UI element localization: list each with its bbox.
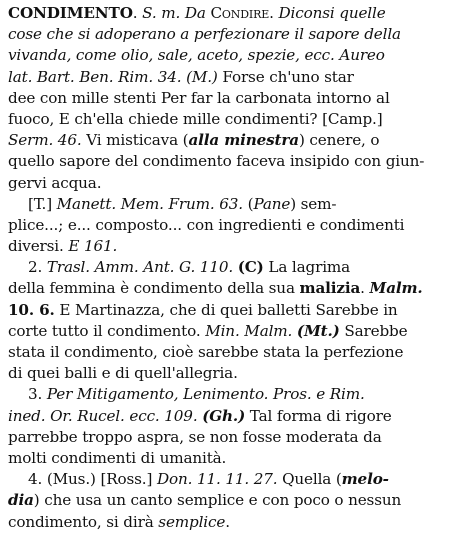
text-line: [8, 88, 468, 109]
text-line: [8, 194, 468, 215]
text-line: [8, 173, 468, 194]
text-line: [8, 109, 468, 130]
text-run: diversi.: [8, 237, 69, 256]
text-run: Vi misticava (: [86, 131, 189, 150]
text-line: [8, 490, 468, 511]
text-run: vivanda, come olio, sale, aceto, spezie, ecc. Aureo: [8, 46, 385, 65]
text-run: (Gh.): [202, 406, 246, 425]
text-run: semplice: [158, 512, 226, 531]
text-line: [8, 321, 468, 342]
text-run: 10. 6.: [8, 300, 55, 319]
text-run: alla minestra: [188, 131, 299, 150]
text-run: Manett. Mem. Frum. 63.: [56, 194, 248, 213]
text-run: ) sem-: [290, 194, 337, 213]
text-run: Tal forma di rigore: [245, 406, 392, 425]
text-run: ined. Or. Rucel. ecc. 109.: [8, 406, 203, 425]
text-run: S. m. Da: [142, 4, 211, 22]
text-run: .: [269, 4, 279, 22]
text-run: 4. (Mus.) [Ross.]: [28, 470, 157, 489]
text-run: E Martinazza, che di quei balletti Sarebbe in: [54, 300, 398, 319]
text-line: [8, 278, 468, 299]
text-run: stata il condimento, cioè sarebbe stata la perfezione: [8, 343, 404, 361]
text-run: dee con mille stenti Per far la carbonata intorno al: [8, 88, 390, 107]
text-run: plice...; e... composto... con ingredienti e condimenti: [8, 215, 405, 234]
text-line: [8, 24, 468, 45]
text-line: [8, 469, 468, 490]
text-line: [8, 151, 468, 172]
text-line: [8, 130, 468, 151]
text-run: molti condimenti di umanità.: [8, 448, 227, 467]
text-run: quello sapore del condimento faceva insipido con giun-: [8, 152, 425, 171]
text-run: Malm.: [369, 279, 423, 298]
text-line: [8, 448, 468, 469]
text-run: Diconsi quelle: [278, 4, 386, 22]
text-run: (: [247, 194, 254, 213]
text-run: parrebbe troppo aspra, se non fosse moderata da: [8, 427, 382, 446]
text-line: [8, 427, 468, 448]
text-run: Forse ch'uno star: [222, 67, 354, 86]
text-run: melo-: [341, 470, 389, 489]
text-run: .: [225, 512, 230, 531]
text-line: [8, 257, 468, 278]
text-run: Per Mitigamento, Lenimento. Pros. e Rim.: [46, 385, 365, 404]
text-run: 3.: [28, 385, 47, 404]
text-run: condimento, si dirà: [8, 512, 159, 531]
text-run: .: [360, 279, 370, 298]
text-run: di quei balli e di quell'allegria.: [8, 364, 238, 383]
text-run: Quella (: [282, 470, 342, 489]
text-run: La lagrima: [263, 258, 351, 277]
text-run: .: [132, 4, 143, 22]
text-run: Min. Malm.: [205, 321, 297, 340]
text-run: malizia: [299, 279, 361, 298]
text-run: Sarebbe: [339, 321, 408, 340]
text-line: [8, 236, 468, 257]
text-line: [8, 363, 468, 384]
text-run: corte tutto il condimento.: [8, 321, 206, 340]
text-line: [8, 45, 468, 66]
text-run: cose che si adoperano a perfezionare il sapore della: [8, 25, 401, 44]
text-run: ) che usa un canto semplice e con poco o nessun: [33, 491, 402, 510]
text-run: Trasl. Amm. Ant. G. 110.: [46, 258, 238, 277]
text-line: [8, 384, 468, 405]
text-run: Don. 11. 11. 27.: [156, 470, 283, 489]
text-run: (C): [237, 258, 264, 277]
text-run: dia: [8, 491, 34, 510]
text-line: [8, 67, 468, 88]
text-run: Condire: [210, 4, 270, 22]
text-run: lat. Bart. Ben. Rim. 34. (M.): [8, 67, 223, 86]
text-run: Pane: [253, 194, 291, 213]
text-line: [8, 300, 468, 321]
text-line: [8, 512, 468, 532]
text-line: [8, 342, 468, 363]
text-run: [T.]: [28, 194, 57, 213]
text-run: (Mt.): [296, 321, 340, 340]
text-run: fuoco, E ch'ella chiede mille condimenti? [Camp.]: [8, 109, 383, 128]
text-line: [8, 3, 468, 24]
dictionary-entry: [8, 3, 468, 531]
text-run: CONDIMENTO: [8, 4, 133, 22]
text-run: 2.: [28, 258, 47, 277]
text-run: Serm. 46.: [8, 131, 87, 150]
text-run: della femmina è condimento della sua: [8, 279, 300, 298]
text-line: [8, 406, 468, 427]
text-line: [8, 215, 468, 236]
text-run: ) cenere, o: [298, 131, 380, 150]
text-run: gervi acqua.: [8, 173, 102, 192]
text-run: E 161.: [68, 237, 118, 256]
